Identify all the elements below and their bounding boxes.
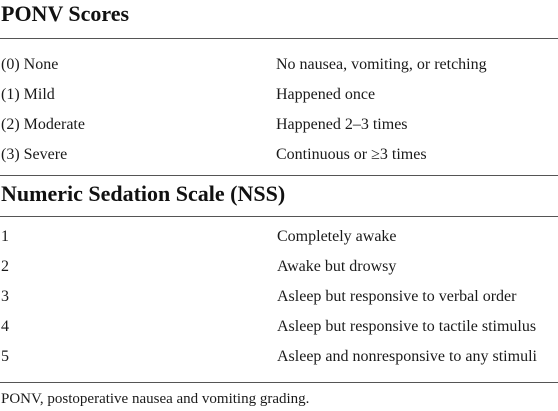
description-cell: Asleep but responsive to tactile stimulus — [277, 318, 537, 335]
nss-header-rule — [0, 216, 558, 217]
score-cell: 5 — [1, 348, 9, 365]
table-row — [0, 111, 558, 139]
description-cell: No nausea, vomiting, or retching — [276, 56, 487, 73]
table-row — [0, 313, 558, 341]
table-row — [0, 223, 558, 251]
table-row — [0, 51, 558, 79]
score-cell: (2) Moderate — [1, 116, 85, 133]
score-cell: 2 — [1, 258, 9, 275]
table-row — [0, 343, 558, 371]
description-cell: Happened once — [276, 86, 376, 103]
description-cell: Completely awake — [277, 228, 397, 245]
description-cell: Asleep and nonresponsive to any stimuli — [277, 348, 537, 365]
score-cell: (0) None — [1, 56, 59, 73]
table-row — [0, 283, 558, 311]
score-cell: 4 — [1, 318, 9, 335]
score-cell: 3 — [1, 288, 9, 305]
description-cell: Continuous or ≥3 times — [276, 146, 427, 163]
table-row — [0, 141, 558, 169]
description-cell: Awake but drowsy — [277, 258, 397, 275]
table-row — [0, 253, 558, 281]
table-row — [0, 81, 558, 109]
table-footnote: PONV, postoperative nausea and vomiting grading. — [1, 391, 310, 407]
description-cell: Happened 2–3 times — [276, 116, 408, 133]
score-cell: 1 — [1, 228, 9, 245]
ponv-header-rule — [0, 38, 558, 39]
footer-rule — [0, 382, 558, 383]
description-cell: Asleep but responsive to verbal order — [277, 288, 517, 305]
section-divider-rule — [0, 175, 558, 176]
score-cell: (3) Severe — [1, 146, 68, 163]
nss-section-title: Numeric Sedation Scale (NSS) — [1, 181, 286, 206]
score-cell: (1) Mild — [1, 86, 55, 103]
ponv-section-title: PONV Scores — [1, 1, 130, 26]
